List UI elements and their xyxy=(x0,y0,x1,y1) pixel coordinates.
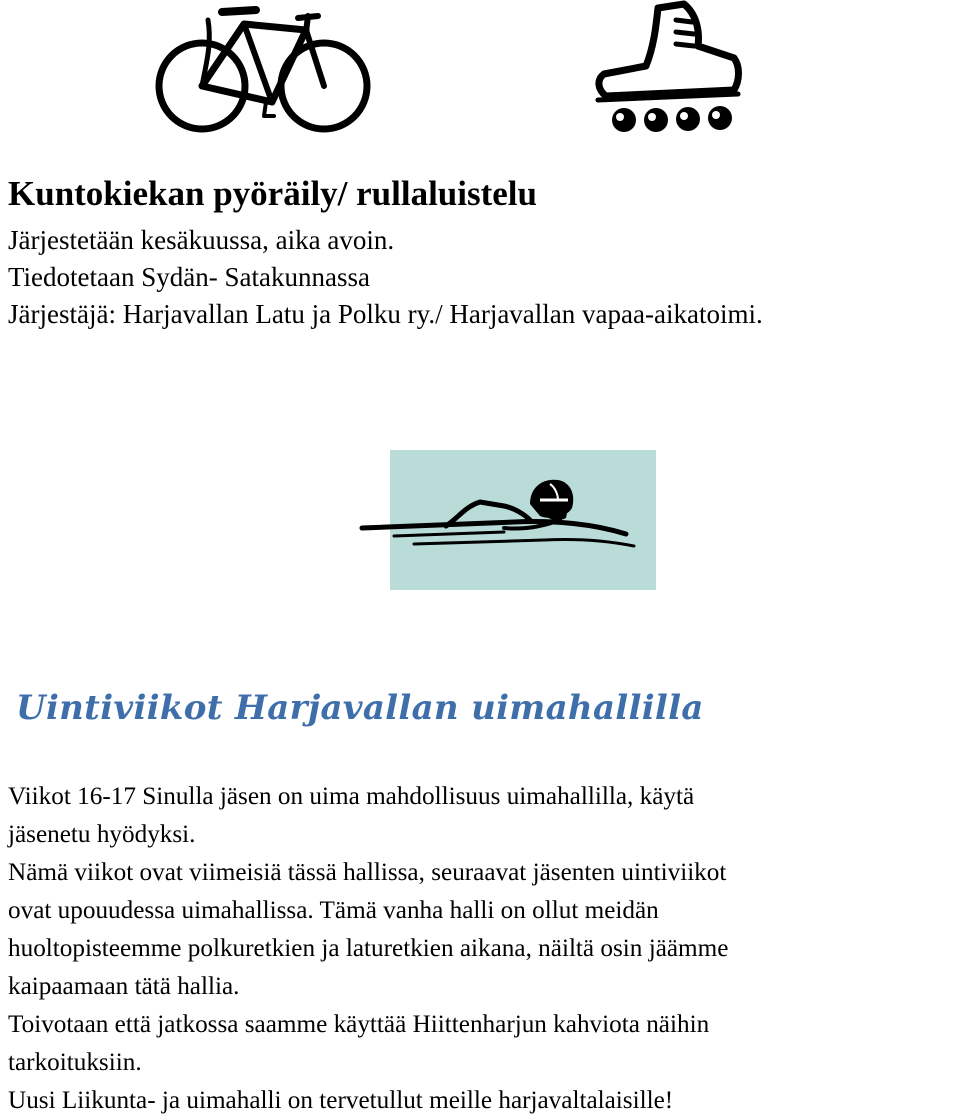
paragraph-line: Viikot 16-17 Sinulla jäsen on uima mahdollisuus uimahallilla, käytä xyxy=(8,783,695,810)
paragraph-line: ovat upouudessa uimahallissa. Tämä vanha halli on ollut meidän xyxy=(8,897,659,924)
paragraph-line: Uusi Liikunta- ja uimahalli on tervetullut meille harjavaltalaisille! xyxy=(8,1087,674,1114)
inline-skate-icon xyxy=(584,0,744,138)
section-title-swimming: Uintiviikot Harjavallan uimahallilla xyxy=(16,688,704,728)
paragraph-line: huoltopisteemme polkuretkien ja laturetkien aikana, näiltä osin jäämme xyxy=(8,935,729,962)
section-title-cycling: Kuntokiekan pyöräily/ rullaluistelu xyxy=(8,174,537,213)
paragraph-line: Toivotaan että jatkossa saamme käyttää Hiittenharjun kahviota näihin xyxy=(8,1011,710,1038)
swimmer-icon xyxy=(354,448,660,594)
paragraph-line: jäsenetu hyödyksi. xyxy=(8,821,196,848)
info-line: Järjestetään kesäkuussa, aika avoin. xyxy=(8,225,395,255)
paragraph-line: tarkoituksiin. xyxy=(8,1049,142,1076)
bicycle-icon xyxy=(148,4,374,134)
info-line: Järjestäjä: Harjavallan Latu ja Polku ry./ Harjavallan vapaa-aikatoimi. xyxy=(8,299,763,329)
paragraph-line: Nämä viikot ovat viimeisiä tässä hallissa, seuraavat jäsenten uintiviikot xyxy=(8,859,727,886)
info-line: Tiedotetaan Sydän- Satakunnassa xyxy=(8,262,370,292)
paragraph-line: kaipaamaan tätä hallia. xyxy=(8,973,240,1000)
